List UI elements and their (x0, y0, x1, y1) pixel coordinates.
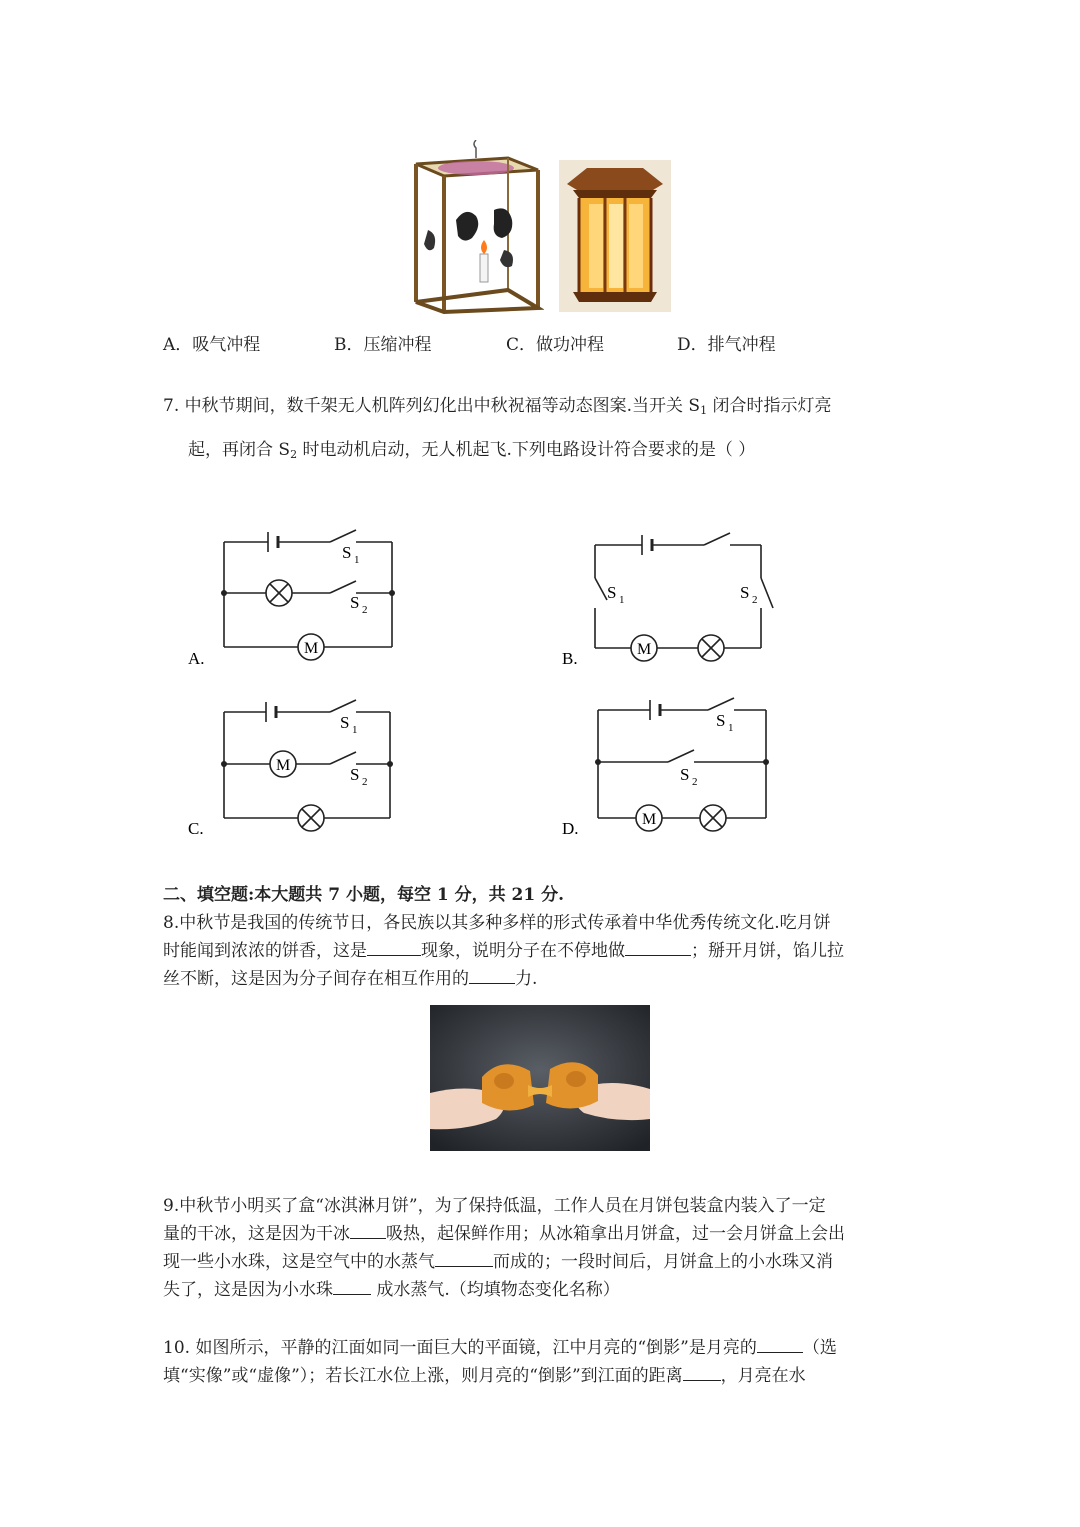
s2-label: S (350, 593, 360, 612)
q9-line3: 现一些小水珠，这是空气中的水蒸气 而成的；一段时间后，月饼盒上的小水珠又消 (163, 1248, 833, 1276)
q8-line1: 8.中秋节是我国的传统节日，各民族以其多种多样的形式传承着中华优秀传统文化.吃月饼 (163, 913, 831, 933)
svg-text:2: 2 (362, 776, 368, 788)
option-label-d: D. (562, 819, 579, 838)
q8-line2: 时能闻到浓浓的饼香，这是 现象，说明分子在不停地做 ；掰开月饼，馅儿拉 (163, 937, 844, 965)
switch-s2 (761, 578, 773, 608)
q7-stem-line2: 起，再闭合 $S_2$ 时电动机启动，无人机起飞.下列电路设计符合要求的是（ ） (188, 440, 756, 461)
switch-s1 (330, 530, 356, 542)
svg-text:S: S (350, 765, 360, 784)
walking-lantern-image (408, 140, 544, 316)
s1-label: S (342, 543, 352, 562)
q6-option-a: A．吸气冲程 (163, 335, 261, 355)
answer-blank[interactable] (333, 1276, 371, 1295)
circuit-diagram-a (180, 520, 410, 670)
svg-text:1: 1 (352, 724, 358, 736)
answer-blank[interactable] (435, 1248, 493, 1267)
q8-line3: 丝不断，这是因为分子间存在相互作用的 力. (163, 965, 537, 993)
q9-line4: 失了，这是因为小水珠 成水蒸气.（均填物态变化名称） (163, 1276, 620, 1304)
svg-text:1: 1 (619, 594, 625, 606)
svg-text:1: 1 (354, 554, 360, 566)
svg-text:1: 1 (728, 722, 734, 734)
option-label-a: A. (188, 649, 205, 668)
q9-line1: 9.中秋节小明买了盒“冰淇淋月饼”，为了保持低温，工作人员在月饼包装盒内装入了一定 (163, 1196, 826, 1216)
svg-text:M: M (642, 811, 657, 828)
q9-line2: 量的干冰，这是因为干冰 吸热，起保鲜作用；从冰箱拿出月饼盒，过一会月饼盒上会出 (163, 1220, 845, 1248)
answer-blank[interactable] (367, 937, 421, 956)
section-heading: 二、填空题:本大题共 7 小题，每空 1 分，共 21 分. (163, 885, 565, 905)
option-label-b: B. (562, 649, 578, 668)
answer-blank[interactable] (350, 1220, 386, 1239)
svg-text:S: S (607, 583, 617, 602)
mooncake-photo (430, 1005, 650, 1151)
svg-text:2: 2 (692, 776, 698, 788)
answer-blank[interactable] (683, 1362, 721, 1381)
svg-text:M: M (637, 641, 652, 658)
circuit-diagram-c (180, 690, 410, 840)
q6-option-c: C．做功冲程 (506, 335, 605, 355)
circuit-diagram-b (556, 520, 786, 670)
svg-text:2: 2 (362, 604, 368, 616)
q10-line1: 10. 如图所示，平静的江面如同一面巨大的平面镜，江中月亮的“倒影”是月亮的 （选 (163, 1334, 837, 1362)
answer-blank[interactable] (757, 1334, 803, 1353)
svg-text:S: S (680, 765, 690, 784)
answer-blank[interactable] (469, 965, 515, 984)
answer-blank[interactable] (625, 937, 691, 956)
q10-line2: 填“实像”或“虚像”）；若长江水位上涨，则月亮的“倒影”到江面的距离 ，月亮在水 (163, 1362, 806, 1390)
switch-s1 (595, 578, 607, 600)
svg-text:S: S (340, 713, 350, 732)
motor-label: M (304, 640, 319, 657)
q6-option-b: B．压缩冲程 (334, 335, 432, 355)
svg-text:2: 2 (752, 594, 758, 606)
switch-s2 (330, 581, 356, 593)
svg-text:S: S (716, 711, 726, 730)
palace-lantern-image (559, 160, 671, 312)
svg-text:M: M (276, 757, 291, 774)
circuit-diagram-d (556, 690, 786, 840)
option-label-c: C. (188, 819, 204, 838)
q7-stem-line1: 7. 中秋节期间，数千架无人机阵列幻化出中秋祝福等动态图案.当开关 $S_1$ 闭合时指示灯亮 (163, 396, 832, 417)
svg-text:S: S (740, 583, 750, 602)
q6-option-d: D．排气冲程 (677, 335, 776, 355)
